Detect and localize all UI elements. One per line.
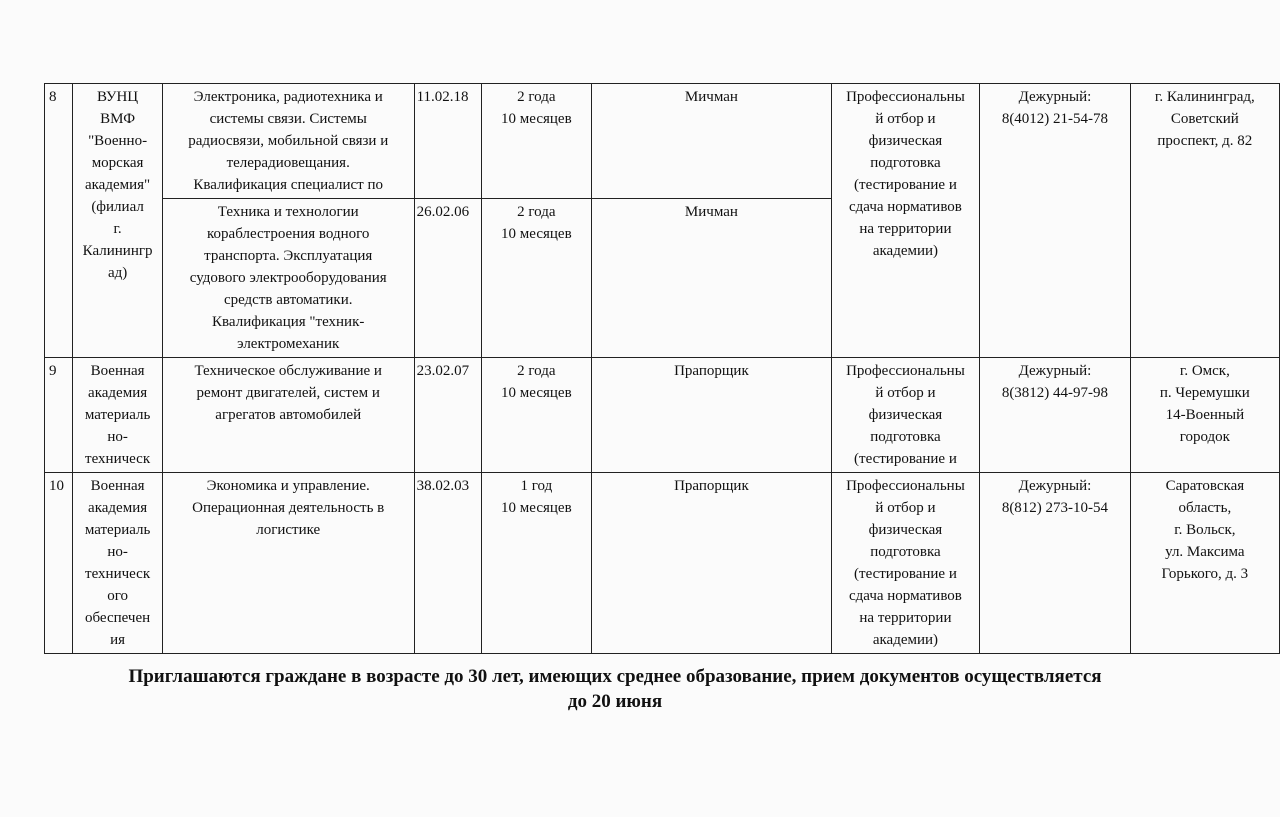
selection-line: (тестирование и xyxy=(854,451,957,467)
row-number: 8 xyxy=(45,84,73,358)
address-line: Горького, д. 3 xyxy=(1161,566,1249,582)
table-row xyxy=(45,473,1280,654)
address-cell xyxy=(1130,84,1279,358)
specialty-line: судового электрооборудования xyxy=(189,270,387,286)
institution-line: ад) xyxy=(107,265,128,281)
institution-line: но- xyxy=(107,544,128,560)
institution-line: материаль xyxy=(84,522,151,538)
specialty-code: 38.02.03 xyxy=(414,473,481,654)
phone-cell xyxy=(980,473,1131,654)
institution-line: (филиал xyxy=(91,199,144,215)
specialty-cell xyxy=(162,199,414,358)
institution-line: морская xyxy=(91,155,144,171)
specialty-line: телерадиовещания. xyxy=(226,155,350,171)
specialty-line: Экономика и управление. xyxy=(206,478,370,494)
institution-cell xyxy=(73,358,162,473)
specialty-code: 23.02.07 xyxy=(414,358,481,473)
address-line: г. Вольск, xyxy=(1174,522,1236,538)
specialty-line: Операционная деятельность в xyxy=(192,500,385,516)
duration-cell xyxy=(481,199,592,358)
duration-line: 10 месяцев xyxy=(501,111,572,127)
institution-line: но- xyxy=(107,429,128,445)
institution-line: ого xyxy=(107,588,128,604)
specialty-line: транспорта. Эксплуатация xyxy=(204,248,373,264)
specialty-line: системы связи. Системы xyxy=(209,111,367,127)
phone-cell xyxy=(980,84,1131,358)
specialty-line: Квалификация специалист по xyxy=(193,177,383,193)
specialty-code: 26.02.06 xyxy=(414,199,481,358)
duration-cell xyxy=(481,84,592,199)
institution-line: академия xyxy=(88,385,148,401)
institution-line: "Военно- xyxy=(88,133,148,149)
institution-line: Калинингр xyxy=(82,243,153,259)
institution-line: г. xyxy=(113,221,122,237)
selection-line: подготовка xyxy=(870,544,941,560)
selection-cell xyxy=(831,473,979,654)
rank-cell: Прапорщик xyxy=(592,473,832,654)
phone-cell xyxy=(980,358,1131,473)
selection-line: й отбор и xyxy=(875,500,936,516)
specialty-cell xyxy=(162,358,414,473)
specialty-cell xyxy=(162,84,414,199)
address-line: г. Калининград, xyxy=(1154,89,1255,105)
selection-cell xyxy=(831,358,979,473)
specialty-line: средств автоматики. xyxy=(223,292,353,308)
specialty-line: логистике xyxy=(256,522,321,538)
selection-line: (тестирование и xyxy=(854,177,957,193)
institution-line: обеспечен xyxy=(85,610,151,626)
rank-cell: Прапорщик xyxy=(592,358,832,473)
phone-label: Дежурный: xyxy=(1018,363,1092,379)
specialty-line: Техническое обслуживание и xyxy=(194,363,382,379)
footer-notice xyxy=(20,664,1210,714)
specialty-cell xyxy=(162,473,414,654)
selection-line: Профессиональны xyxy=(846,478,965,494)
specialty-line: Электроника, радиотехника и xyxy=(193,89,383,105)
phone-label: Дежурный: xyxy=(1018,89,1092,105)
phone-number: 8(3812) 44-97-98 xyxy=(1001,385,1109,401)
address-line: Саратовская xyxy=(1165,478,1245,494)
duration-cell xyxy=(481,358,592,473)
address-line: ул. Максима xyxy=(1165,544,1245,560)
specialty-line: электромеханик xyxy=(237,336,340,352)
selection-line: й отбор и xyxy=(875,111,936,127)
address-cell xyxy=(1130,358,1279,473)
selection-line: физическая xyxy=(868,407,943,423)
selection-line: академии) xyxy=(872,243,939,259)
duration-line: 10 месяцев xyxy=(501,226,572,242)
address-line: Советский xyxy=(1170,111,1239,127)
selection-line: Профессиональны xyxy=(846,363,965,379)
selection-cell xyxy=(831,84,979,358)
duration-line: 10 месяцев xyxy=(501,385,572,401)
specialty-line: ремонт двигателей, систем и xyxy=(196,385,380,401)
row-number: 10 xyxy=(45,473,73,654)
address-line: городок xyxy=(1179,429,1230,445)
rank-cell: Мичман xyxy=(592,84,832,199)
institution-cell xyxy=(73,473,162,654)
institution-line: ВМФ xyxy=(100,111,136,127)
selection-line: физическая xyxy=(868,522,943,538)
duration-line: 2 года xyxy=(517,204,556,220)
admissions-table xyxy=(44,83,1280,654)
selection-line: академии) xyxy=(872,632,939,648)
specialty-line: радиосвязи, мобильной связи и xyxy=(188,133,389,149)
selection-line: подготовка xyxy=(870,429,941,445)
institution-line: ия xyxy=(110,632,126,648)
address-line: проспект, д. 82 xyxy=(1157,133,1253,149)
rank-cell: Мичман xyxy=(592,199,832,358)
institution-line: материаль xyxy=(84,407,151,423)
table-row xyxy=(45,358,1280,473)
phone-label: Дежурный: xyxy=(1018,478,1092,494)
selection-line: сдача нормативов xyxy=(848,588,962,604)
specialty-code: 11.02.18 xyxy=(414,84,481,199)
selection-line: (тестирование и xyxy=(854,566,957,582)
selection-line: й отбор и xyxy=(875,385,936,401)
institution-line: техническ xyxy=(85,451,151,467)
selection-line: на территории xyxy=(859,221,952,237)
address-line: область, xyxy=(1178,500,1232,516)
selection-line: на территории xyxy=(859,610,952,626)
footer-line-1: Приглашаются граждане в возрасте до 30 лет, имеющих среднее образование, прием документов осуществляется xyxy=(128,666,1102,687)
institution-line: академия xyxy=(88,500,148,516)
institution-line: техническ xyxy=(85,566,151,582)
phone-number: 8(4012) 21-54-78 xyxy=(1001,111,1109,127)
specialty-line: агрегатов автомобилей xyxy=(215,407,362,423)
institution-line: Военная xyxy=(90,478,145,494)
institution-line: академия" xyxy=(84,177,151,193)
address-cell xyxy=(1130,473,1279,654)
institution-cell xyxy=(73,84,162,358)
duration-line: 2 года xyxy=(517,89,556,105)
duration-line: 2 года xyxy=(517,363,556,379)
selection-line: подготовка xyxy=(870,155,941,171)
address-line: п. Черемушки xyxy=(1159,385,1250,401)
institution-line: ВУНЦ xyxy=(97,89,139,105)
footer-line-2: до 20 июня xyxy=(567,691,663,712)
selection-line: Профессиональны xyxy=(846,89,965,105)
specialty-line: Квалификация "техник- xyxy=(212,314,365,330)
institution-line: Военная xyxy=(90,363,145,379)
specialty-line: кораблестроения водного xyxy=(207,226,370,242)
address-line: г. Омск, xyxy=(1179,363,1230,379)
duration-line: 10 месяцев xyxy=(501,500,572,516)
selection-line: физическая xyxy=(868,133,943,149)
phone-number: 8(812) 273-10-54 xyxy=(1001,500,1109,516)
duration-cell xyxy=(481,473,592,654)
row-number: 9 xyxy=(45,358,73,473)
selection-line: сдача нормативов xyxy=(848,199,962,215)
specialty-line: Техника и технологии xyxy=(217,204,359,220)
duration-line: 1 год xyxy=(520,478,553,494)
table-row xyxy=(45,84,1280,199)
address-line: 14-Военный xyxy=(1165,407,1245,423)
